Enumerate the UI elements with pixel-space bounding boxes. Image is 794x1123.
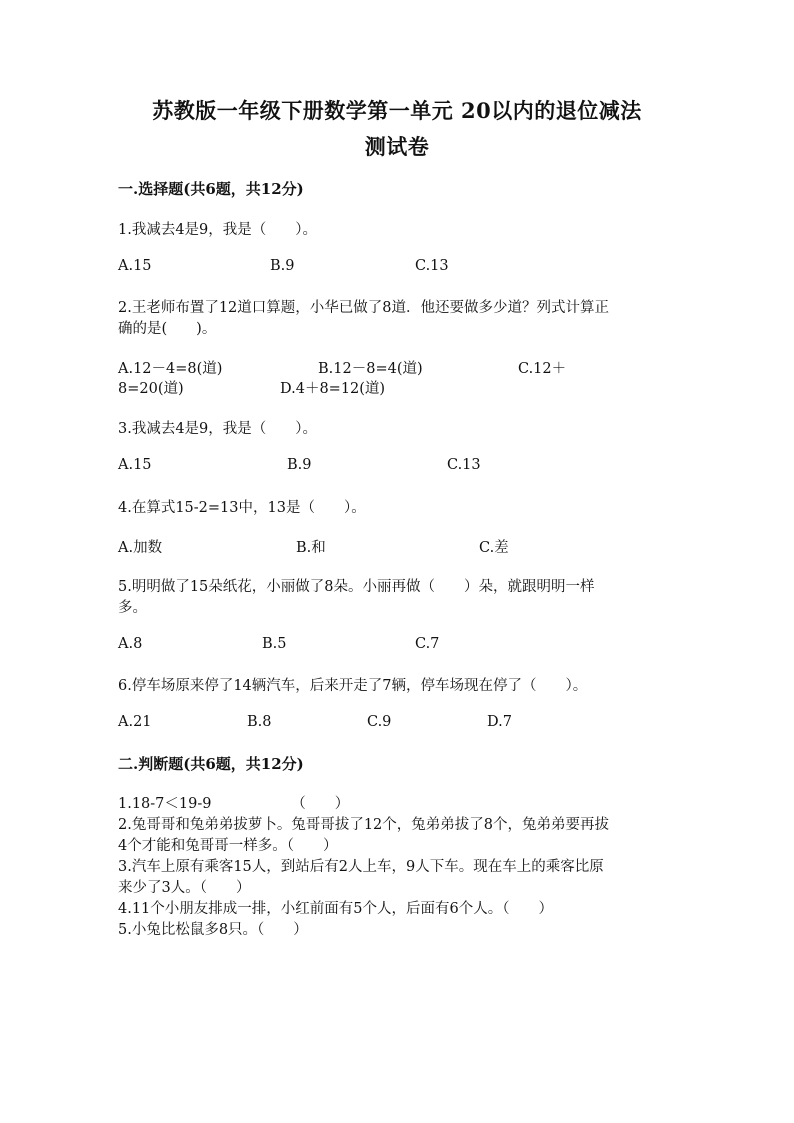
question-5-line-1: 5.明明做了15朵纸花，小丽做了8朵。小丽再做（ ）朵，就跟明明一样 [118, 579, 595, 595]
judgment-2-line-1: 2.兔哥哥和兔弟弟拔萝卜。兔哥哥拔了12个，兔弟弟拔了8个，兔弟弟要再拔 [118, 817, 610, 833]
question-6: 6.停车场原来停了14辆汽车，后来开走了7辆，停车场现在停了（ ）。 [118, 678, 588, 694]
judgment-3-line-2: 来少了3人。（ ） [118, 880, 251, 896]
q5-option-b: B.5 [262, 636, 287, 652]
q4-option-c: C.差 [479, 540, 509, 556]
question-5-line-2: 多。 [118, 600, 147, 616]
section-1-heading: 一.选择题(共6题，共12分) [118, 180, 304, 198]
judgment-2-line-2: 4个才能和兔哥哥一样多。（ ） [118, 838, 338, 854]
q6-option-a: A.21 [118, 714, 152, 730]
q2-option-c-continued: 8=20(道) [118, 381, 184, 397]
question-2-line-1: 2.王老师布置了12道口算题，小华已做了8道．他还要做多少道？列式计算正 [118, 300, 610, 316]
q6-option-d: D.7 [487, 714, 512, 730]
q3-option-a: A.15 [118, 457, 152, 473]
q2-option-b: B.12－8=4(道) [318, 361, 423, 377]
judgment-5: 5.小兔比松鼠多8只。（ ） [118, 922, 308, 938]
judgment-3-line-1: 3.汽车上原有乘客15人，到站后有2人上车，9人下车。现在车上的乘客比原 [118, 859, 604, 875]
question-3: 3.我减去4是9，我是（ ）。 [118, 421, 318, 437]
q4-option-a: A.加数 [118, 540, 163, 556]
q1-option-b: B.9 [270, 258, 295, 274]
q6-option-b: B.8 [247, 714, 272, 730]
q3-option-c: C.13 [447, 457, 481, 473]
q5-option-c: C.7 [415, 636, 440, 652]
q3-option-b: B.9 [287, 457, 312, 473]
judgment-4: 4.11个小朋友排成一排，小红前面有5个人，后面有6个人。（ ） [118, 901, 553, 917]
question-1: 1.我减去4是9，我是（ ）。 [118, 222, 318, 238]
judgment-1: 1.18-7＜19-9 （ ） [118, 796, 350, 812]
q1-option-a: A.15 [118, 258, 152, 274]
q4-option-b: B.和 [296, 540, 326, 556]
question-2-line-2: 确的是( )。 [118, 321, 217, 337]
q5-option-a: A.8 [118, 636, 143, 652]
q1-option-c: C.13 [415, 258, 449, 274]
q6-option-c: C.9 [367, 714, 392, 730]
question-4: 4.在算式15-2=13中，13是（ ）。 [118, 500, 366, 516]
q2-option-a: A.12－4=8(道) [118, 361, 223, 377]
q2-option-d: D.4＋8=12(道) [280, 381, 386, 397]
exam-title-line-1: 苏教版一年级下册数学第一单元 20以内的退位减法 [152, 98, 642, 123]
section-2-heading: 二.判断题(共6题，共12分) [118, 755, 304, 773]
q2-option-c: C.12＋ [518, 361, 567, 377]
exam-title-line-2: 测试卷 [364, 134, 430, 159]
